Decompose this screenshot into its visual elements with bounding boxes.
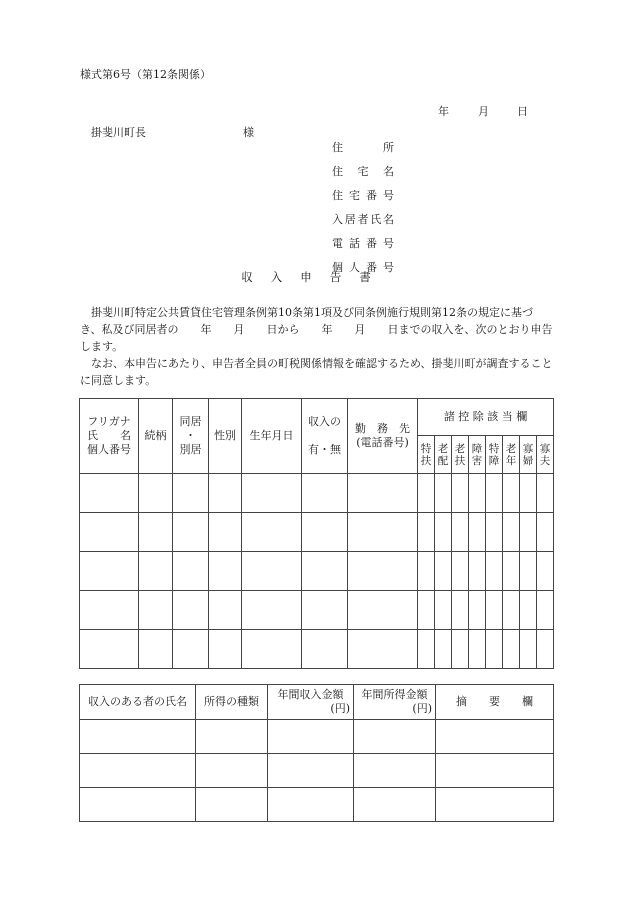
blank-cell[interactable] [354, 754, 436, 788]
deduction-col-tokufu: 特 扶 [418, 436, 435, 474]
declaration-paragraph-2: なお、本申告にあたり、申告者全員の町税関係情報を確認するため、掛斐川町が調査することに同意します。 [80, 357, 553, 387]
header-workplace: 勤 務 先 (電話番号) [348, 399, 418, 474]
field-housing-name: 住宅名 [332, 165, 394, 178]
blank-cell[interactable] [436, 788, 554, 822]
blank-cell[interactable] [435, 630, 452, 669]
deduction-col-tokushou: 特 障 [486, 436, 503, 474]
field-personal-number: 個人番号 [332, 261, 394, 274]
header-annual-earnings [354, 685, 436, 720]
blank-cell[interactable] [435, 513, 452, 552]
deduction-col-kafu-widow: 寡 婦 [520, 436, 537, 474]
blank-cell[interactable] [537, 513, 554, 552]
blank-cell[interactable] [503, 552, 520, 591]
blank-cell[interactable] [418, 552, 435, 591]
blank-cell[interactable] [436, 754, 554, 788]
header-deductions: 諸 控 除 該 当 欄 [418, 399, 554, 436]
date-year-label: 年 [438, 105, 449, 118]
header-relation: 続柄 [139, 399, 173, 474]
table-row [80, 630, 554, 669]
blank-cell[interactable] [537, 474, 554, 513]
income-table [79, 684, 554, 822]
blank-cell[interactable] [469, 474, 486, 513]
blank-cell[interactable] [80, 513, 139, 552]
deduction-col-shougai: 障 害 [469, 436, 486, 474]
blank-cell[interactable] [139, 513, 173, 552]
blank-cell[interactable] [80, 754, 196, 788]
blank-cell[interactable] [80, 630, 139, 669]
header-annual-earnings-unit: (円) [412, 702, 432, 715]
blank-cell[interactable] [354, 788, 436, 822]
blank-cell[interactable] [435, 591, 452, 630]
date-line [438, 103, 528, 119]
blank-cell[interactable] [268, 754, 354, 788]
blank-cell[interactable] [242, 552, 302, 591]
document-title: 収入申告書 [241, 270, 389, 284]
blank-cell[interactable] [435, 474, 452, 513]
blank-cell[interactable] [80, 720, 196, 754]
blank-cell[interactable] [520, 591, 537, 630]
blank-cell[interactable] [418, 630, 435, 669]
blank-cell[interactable] [452, 513, 469, 552]
blank-cell[interactable] [242, 630, 302, 669]
blank-cell[interactable] [173, 552, 209, 591]
declaration-paragraph-1: 掛斐川町特定公共賃貸住宅管理条例第10条第1項及び同条例施行規則第12条の規定に基づき、私及び同居者の 年 月 日から 年 月 日までの収入を、次のとおり申告します。 [80, 306, 553, 353]
field-resident-name: 入居者氏名 [332, 213, 394, 226]
blank-cell[interactable] [418, 513, 435, 552]
blank-cell[interactable] [418, 591, 435, 630]
blank-cell[interactable] [503, 630, 520, 669]
blank-cell[interactable] [209, 630, 242, 669]
table-row [80, 591, 554, 630]
header-income-type: 所得の種類 [196, 685, 268, 720]
table-row [80, 788, 554, 822]
table-row [80, 474, 554, 513]
blank-cell[interactable] [436, 720, 554, 754]
blank-cell[interactable] [469, 630, 486, 669]
blank-cell[interactable] [452, 630, 469, 669]
blank-cell[interactable] [520, 552, 537, 591]
blank-cell[interactable] [520, 630, 537, 669]
blank-cell[interactable] [435, 552, 452, 591]
applicant-fields [332, 141, 394, 285]
field-address: 住所 [332, 141, 394, 154]
blank-cell[interactable] [268, 720, 354, 754]
blank-cell[interactable] [209, 591, 242, 630]
blank-cell[interactable] [452, 591, 469, 630]
table-row [80, 720, 554, 754]
blank-cell[interactable] [209, 474, 242, 513]
blank-cell[interactable] [486, 591, 503, 630]
blank-cell[interactable] [80, 552, 139, 591]
blank-cell[interactable] [486, 630, 503, 669]
blank-cell[interactable] [354, 720, 436, 754]
deduction-col-roufu: 老 扶 [452, 436, 469, 474]
blank-cell[interactable] [302, 513, 348, 552]
form-number: 様式第6号（第12条関係） [80, 68, 211, 81]
blank-cell[interactable] [139, 630, 173, 669]
members-header-row-1 [80, 399, 554, 436]
blank-cell[interactable] [469, 591, 486, 630]
deduction-col-kafu-widower: 寡 夫 [537, 436, 554, 474]
blank-cell[interactable] [196, 720, 268, 754]
blank-cell[interactable] [196, 788, 268, 822]
blank-cell[interactable] [348, 513, 418, 552]
blank-cell[interactable] [139, 552, 173, 591]
table-row [80, 513, 554, 552]
blank-cell[interactable] [209, 552, 242, 591]
household-members-table [79, 398, 554, 669]
blank-cell[interactable] [302, 630, 348, 669]
blank-cell[interactable] [242, 513, 302, 552]
income-body [80, 720, 554, 822]
header-remarks: 摘 要 欄 [436, 685, 554, 720]
members-body [80, 474, 554, 669]
blank-cell[interactable] [486, 513, 503, 552]
blank-cell[interactable] [348, 630, 418, 669]
blank-cell[interactable] [173, 474, 209, 513]
blank-cell[interactable] [173, 591, 209, 630]
blank-cell[interactable] [418, 474, 435, 513]
deduction-col-rounen: 老 年 [503, 436, 520, 474]
header-annual-income-unit: (円) [330, 702, 350, 715]
blank-cell[interactable] [209, 513, 242, 552]
blank-cell[interactable] [503, 591, 520, 630]
blank-cell[interactable] [196, 754, 268, 788]
blank-cell[interactable] [80, 474, 139, 513]
header-name: フリガナ 氏 名 個人番号 [80, 399, 139, 474]
declaration-text [80, 304, 554, 389]
field-housing-number: 住宅番号 [332, 189, 394, 202]
blank-cell[interactable] [302, 552, 348, 591]
blank-cell[interactable] [537, 630, 554, 669]
addressee-honorific: 様 [243, 126, 254, 139]
blank-cell[interactable] [139, 591, 173, 630]
header-sex: 性別 [209, 399, 242, 474]
deduction-col-rouhai: 老 配 [435, 436, 452, 474]
blank-cell[interactable] [537, 591, 554, 630]
blank-cell[interactable] [173, 630, 209, 669]
header-income-status: 収入の 有・無 [302, 399, 348, 474]
blank-cell[interactable] [520, 474, 537, 513]
header-cohabit: 同居 ・ 別居 [173, 399, 209, 474]
blank-cell[interactable] [268, 788, 354, 822]
blank-cell[interactable] [302, 474, 348, 513]
blank-cell[interactable] [302, 591, 348, 630]
blank-cell[interactable] [486, 474, 503, 513]
header-annual-income [268, 685, 354, 720]
addressee: 掛斐川町長 [91, 126, 146, 139]
blank-cell[interactable] [469, 513, 486, 552]
field-phone: 電話番号 [332, 237, 394, 250]
header-birthdate: 生年月日 [242, 399, 302, 474]
blank-cell[interactable] [80, 591, 139, 630]
blank-cell[interactable] [80, 788, 196, 822]
blank-cell[interactable] [139, 474, 173, 513]
blank-cell[interactable] [486, 552, 503, 591]
blank-cell[interactable] [348, 552, 418, 591]
blank-cell[interactable] [173, 513, 209, 552]
blank-cell[interactable] [242, 591, 302, 630]
income-header-row [80, 685, 554, 720]
blank-cell[interactable] [469, 552, 486, 591]
blank-cell[interactable] [452, 474, 469, 513]
blank-cell[interactable] [348, 474, 418, 513]
date-month-label: 月 [478, 105, 489, 118]
blank-cell[interactable] [503, 474, 520, 513]
blank-cell[interactable] [348, 591, 418, 630]
table-row [80, 754, 554, 788]
blank-cell[interactable] [452, 552, 469, 591]
header-earner-name: 収入のある者の氏名 [80, 685, 196, 720]
blank-cell[interactable] [242, 474, 302, 513]
blank-cell[interactable] [537, 552, 554, 591]
table-row [80, 552, 554, 591]
blank-cell[interactable] [520, 513, 537, 552]
header-annual-earnings-label: 年間所得金額 [361, 688, 428, 701]
blank-cell[interactable] [503, 513, 520, 552]
date-day-label: 日 [517, 105, 528, 118]
header-annual-income-label: 年間収入金額 [277, 688, 344, 701]
